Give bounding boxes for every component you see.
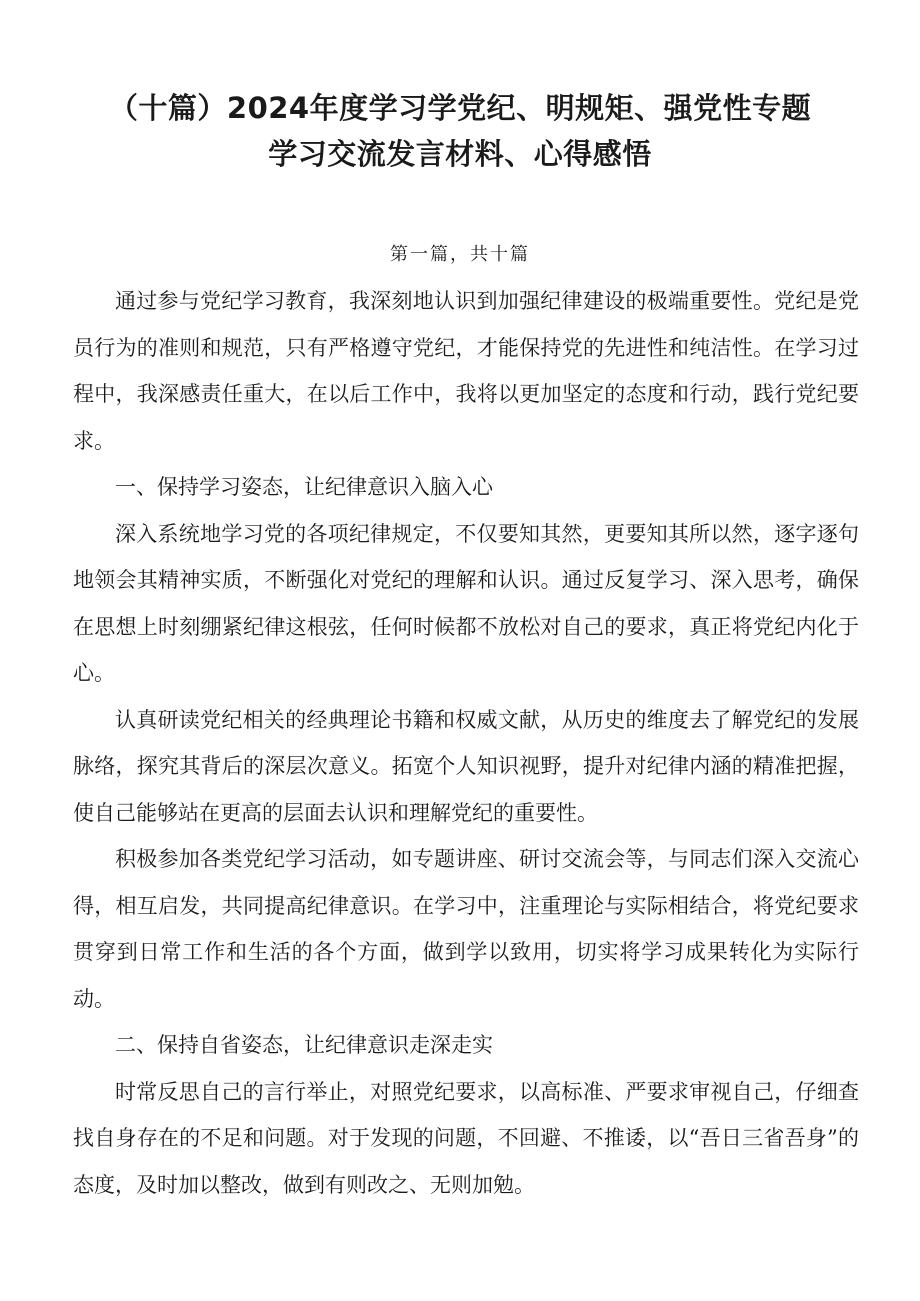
section-heading-2: 二、保持自省姿态，让纪律意识走深走实 bbox=[115, 1033, 493, 1057]
document-title-line-1: （十篇）2024年度学习学党纪、明规矩、强党性专题 bbox=[108, 91, 812, 125]
paragraph: 时常反思自己的言行举止，对照党纪要求，以高标准、严要求审视自己，仔细查找自身存在的不足和问题。对于发现的问题，不回避、不推诿，以“吾日三省吾身”的态度，及时加以整改，做到有则改之、无则加勉。 bbox=[73, 1079, 859, 1197]
document-title-line-2: 学习交流发言材料、心得感悟 bbox=[268, 137, 652, 171]
document-body bbox=[73, 278, 859, 1208]
paragraph: 深入系统地学习党的各项纪律规定，不仅要知其然，更要知其所以然，逐字逐句地领会其精神实质，不断强化对党纪的理解和认识。通过反复学习、深入思考，确保在思想上时刻绷紧纪律这根弦，任何时候都不放松对自己的要求，真正将党纪内化于心。 bbox=[73, 521, 859, 685]
section-subheading: 第一篇，共十篇 bbox=[390, 244, 530, 265]
paragraph: 积极参加各类党纪学习活动，如专题讲座、研讨交流会等，与同志们深入交流心得，相互启发，共同提高纪律意识。在学习中，注重理论与实际相结合，将党纪要求贯穿到日常工作和生活的各个方面，做到学以致用，切实将学习成果转化为实际行动。 bbox=[73, 847, 859, 1011]
section-heading-1: 一、保持学习姿态，让纪律意识入脑入心 bbox=[115, 475, 493, 499]
paragraph-intro: 通过参与党纪学习教育，我深刻地认识到加强纪律建设的极端重要性。党纪是党员行为的准则和规范，只有严格遵守党纪，才能保持党的先进性和纯洁性。在学习过程中，我深感责任重大，在以后工作中，我将以更加坚定的态度和行动，践行党纪要求。 bbox=[73, 289, 859, 453]
paragraph: 认真研读党纪相关的经典理论书籍和权威文献，从历史的维度去了解党纪的发展脉络，探究其背后的深层次意义。拓宽个人知识视野，提升对纪律内涵的精准把握，使自己能够站在更高的层面去认识和理解党纪的重要性。 bbox=[73, 707, 859, 825]
